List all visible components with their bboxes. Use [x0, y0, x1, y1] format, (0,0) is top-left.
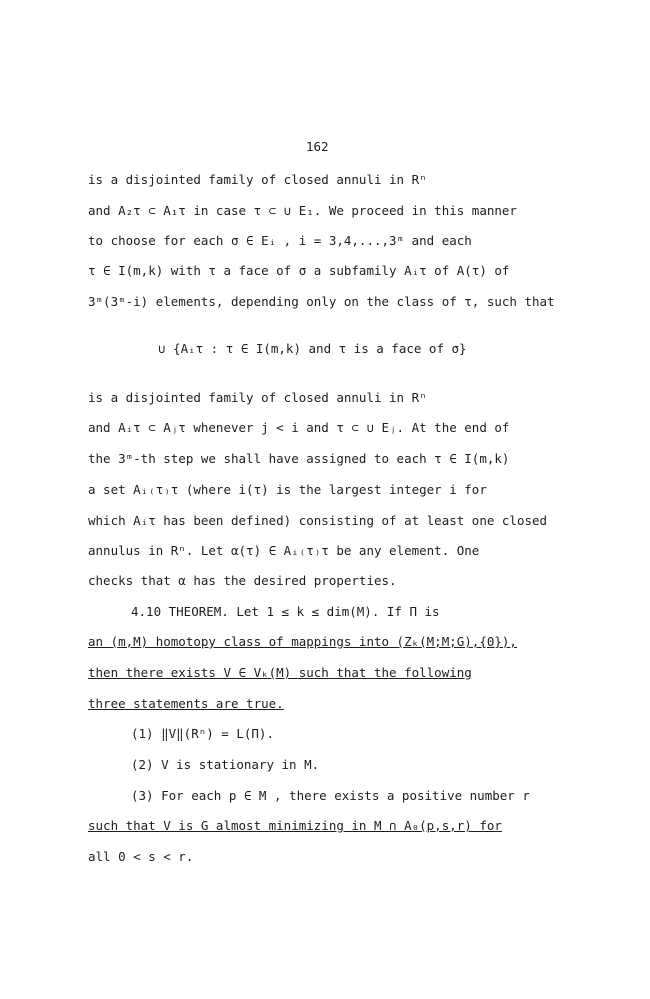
statement-1: (1) ‖V‖(Rⁿ) = L(Π). [131, 726, 274, 741]
text-line-6: is a disjointed family of closed annuli in Rⁿ [88, 390, 427, 405]
statement-2: (2) V is stationary in M. [131, 757, 320, 772]
text-line-4: τ ∈ I(m,k) with τ a face of σ a subfamily Aᵢτ of A(τ) of [88, 263, 510, 278]
theorem-line-3: then there exists V ∈ Vₖ(M) such that the following [88, 665, 472, 680]
text-line-2: and A₂τ ⊂ A₁τ in case τ ⊂ ∪ E₁. We proceed in this manner [88, 203, 517, 218]
statement-3: (3) For each p ∈ M , there exists a positive number r [131, 788, 530, 803]
theorem-heading: 4.10 THEOREM. Let 1 ≤ k ≤ dim(M). If Π is [131, 604, 440, 619]
text-line-9: a set Aᵢ₍τ₎τ (where i(τ) is the largest integer i for [88, 482, 487, 497]
page-number: 162 [306, 139, 329, 154]
text-line-8: the 3ᵐ-th step we shall have assigned to each τ ∈ I(m,k) [88, 451, 510, 466]
theorem-line-2: an (m,M) homotopy class of mappings into (Zₖ(M;M;G),{0}), [88, 634, 517, 649]
statement-3-end: all 0 < s < r. [88, 849, 194, 864]
display-formula: ∪ {Aᵢτ : τ ∈ I(m,k) and τ is a face of σ} [158, 341, 467, 356]
text-line-12: checks that α has the desired properties. [88, 573, 397, 588]
text-line-3: to choose for each σ ∈ Eᵢ , i = 3,4,...,3ᵐ and each [88, 233, 472, 248]
text-line-5: 3ᵐ(3ᵐ-i) elements, depending only on the class of τ, such that [88, 294, 555, 309]
text-line-1: is a disjointed family of closed annuli in Rⁿ [88, 172, 427, 187]
statement-3-cont: such that V is G almost minimizing in M ∩ A₀(p,s,r) for [88, 818, 502, 833]
text-line-7: and Aᵢτ ⊂ Aⱼτ whenever j < i and τ ⊂ ∪ Eⱼ. At the end of [88, 420, 510, 435]
text-line-10: which Aᵢτ has been defined) consisting of at least one closed [88, 513, 548, 528]
text-line-11: annulus in Rⁿ. Let α(τ) ∈ Aᵢ₍τ₎τ be any element. One [88, 543, 480, 558]
theorem-line-4: three statements are true. [88, 696, 284, 711]
